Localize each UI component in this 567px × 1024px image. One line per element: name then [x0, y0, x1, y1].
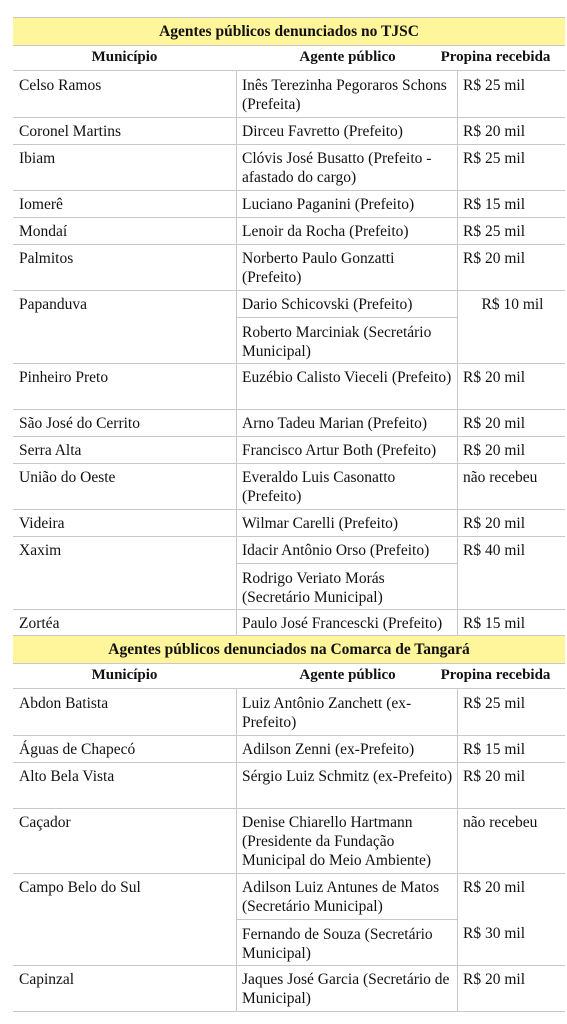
- propina-cell: R$ 15 mil: [463, 196, 526, 213]
- propina-cell: R$ 25 mil: [463, 150, 526, 167]
- section-title-band: [13, 635, 565, 664]
- propina-cell: R$ 25 mil: [463, 695, 526, 712]
- agente-cell: [236, 965, 458, 1011]
- agente-cell: [236, 217, 458, 244]
- table-header: [13, 45, 565, 71]
- agente-column: [236, 762, 458, 808]
- section-title: Agentes públicos denunciados no TJSC: [159, 23, 419, 40]
- table-row: [13, 217, 565, 245]
- propina-cell: R$ 25 mil: [463, 223, 526, 240]
- agente-column: [236, 808, 458, 873]
- propina-cell: R$ 20 mil: [463, 971, 526, 988]
- table-row: [13, 762, 565, 809]
- table-row: [13, 808, 565, 874]
- table-row: [13, 409, 565, 437]
- agente-text: Luiz Antônio Zanchett (ex-Prefeito): [242, 695, 412, 731]
- propina-cell: R$ 40 mil: [463, 542, 526, 559]
- agente-column: [236, 609, 458, 636]
- agente-cell: [236, 563, 458, 609]
- propina-cell: R$ 20 mil: [463, 442, 526, 459]
- table-header: [13, 663, 565, 689]
- agente-column: [236, 536, 458, 609]
- agente-cell: [236, 509, 458, 536]
- agente-column: [236, 436, 458, 463]
- table-row: [13, 117, 565, 145]
- agente-text: Adilson Luiz Antunes de Matos (Secretário Municipal): [242, 879, 440, 915]
- table-row: [13, 436, 565, 464]
- agente-column: [236, 363, 458, 409]
- agente-text: Dario Schicovski (Prefeito): [242, 296, 413, 313]
- propina-cell: R$ 20 mil: [463, 123, 526, 140]
- agente-column: [236, 409, 458, 436]
- table-row: [13, 463, 565, 510]
- municipio-cell: Xaxim: [19, 542, 62, 559]
- municipio-cell: União do Oeste: [19, 469, 116, 486]
- agente-cell: [236, 117, 458, 144]
- agente-text: Euzébio Calisto Vieceli (Prefeito): [242, 369, 452, 386]
- municipio-cell: Papanduva: [19, 296, 88, 313]
- municipio-cell: Palmitos: [19, 250, 74, 267]
- agente-cell: [236, 762, 458, 808]
- agente-column: [236, 190, 458, 217]
- agente-text: Fernando de Souza (Secretário Municipal): [242, 926, 433, 962]
- agente-cell: [236, 409, 458, 436]
- municipio-cell: Caçador: [19, 814, 71, 831]
- municipio-cell: Abdon Batista: [19, 695, 109, 712]
- agente-text: Adilson Zenni (ex-Prefeito): [242, 741, 415, 758]
- section-title: Agentes públicos denunciados na Comarca de Tangará: [108, 641, 470, 658]
- municipio-cell: Pinheiro Preto: [19, 369, 109, 386]
- agente-cell: [236, 436, 458, 463]
- agente-text: Clóvis José Busatto (Prefeito - afastado do cargo): [242, 150, 432, 186]
- agente-column: [236, 463, 458, 509]
- municipio-cell: Iomerê: [19, 196, 63, 213]
- municipio-cell: Ibiam: [19, 150, 56, 167]
- table-row: [13, 509, 565, 537]
- agente-cell: [236, 873, 458, 919]
- propina-cell: não recebeu: [463, 469, 538, 486]
- municipio-cell: Campo Belo do Sul: [19, 879, 141, 896]
- propina-cell: R$ 20 mil: [463, 768, 526, 785]
- agente-text: Sérgio Luiz Schmitz (ex-Prefeito): [242, 768, 453, 785]
- agente-cell: [236, 689, 458, 735]
- agente-column: [236, 217, 458, 244]
- agente-column: [236, 689, 458, 735]
- agente-cell: [236, 244, 458, 290]
- agente-text: Jaques José Garcia (Secretário de Municipal): [242, 971, 450, 1007]
- agente-column: [236, 244, 458, 290]
- municipio-cell: Alto Bela Vista: [19, 768, 115, 785]
- table-row: [13, 363, 565, 410]
- agente-text: Everaldo Luis Casonatto (Prefeito): [242, 469, 396, 505]
- header-propina: Propina recebida: [440, 667, 551, 683]
- municipio-cell: Mondaí: [19, 223, 68, 240]
- header-propina: Propina recebida: [440, 49, 551, 65]
- agente-column: [236, 117, 458, 144]
- propina-cell: R$ 15 mil: [463, 615, 526, 632]
- agente-cell: [236, 609, 458, 636]
- agente-column: [236, 509, 458, 536]
- agente-text: Dirceu Favretto (Prefeito): [242, 123, 403, 140]
- table-row: [13, 609, 565, 637]
- header-agente: Agente público: [299, 667, 396, 683]
- agente-column: [236, 735, 458, 762]
- table-row: [13, 536, 565, 610]
- header-municipio: Município: [91, 49, 158, 65]
- agente-cell: [236, 919, 458, 965]
- propina-cell: R$ 20 mil: [463, 415, 526, 432]
- municipio-cell: Videira: [19, 515, 65, 532]
- agente-text: Arno Tadeu Marian (Prefeito): [242, 415, 427, 432]
- table-row: [13, 244, 565, 291]
- agente-cell: [236, 317, 458, 363]
- agente-text: Denise Chiarello Hartmann (Presidente da Fundação Municipal do Meio Ambiente): [242, 814, 431, 869]
- municipio-cell: Capinzal: [19, 971, 75, 988]
- agente-text: Norberto Paulo Gonzatti (Prefeito): [242, 250, 395, 286]
- municipio-cell: Águas de Chapecó: [19, 741, 136, 758]
- table-row: [13, 71, 565, 118]
- agente-text: Idacir Antônio Orso (Prefeito): [242, 542, 430, 559]
- table-row: [13, 689, 565, 736]
- agente-text: Francisco Artur Both (Prefeito): [242, 442, 437, 459]
- table-row: [13, 735, 565, 763]
- propina-cell: R$ 15 mil: [463, 741, 526, 758]
- propina-cell: R$ 20 mil: [463, 515, 526, 532]
- agente-text: Rodrigo Veriato Morás (Secretário Municipal): [242, 570, 385, 606]
- agente-cell: [236, 363, 458, 409]
- agente-cell: [236, 536, 458, 563]
- municipio-cell: Celso Ramos: [19, 77, 102, 94]
- propina-cell: R$ 20 mil: [463, 879, 526, 896]
- header-agente: Agente público: [299, 49, 396, 65]
- agente-cell: [236, 190, 458, 217]
- header-municipio: Município: [91, 667, 158, 683]
- agente-cell: [236, 71, 458, 117]
- agente-column: [236, 290, 458, 363]
- table-row: [13, 290, 565, 364]
- agente-column: [236, 873, 458, 965]
- agente-text: Paulo José Francescki (Prefeito): [242, 615, 443, 632]
- agente-cell: [236, 808, 458, 873]
- agente-column: [236, 965, 458, 1011]
- agente-column: [236, 144, 458, 190]
- table-row: [13, 190, 565, 218]
- section-title-band: [13, 17, 565, 46]
- municipio-cell: Zortéa: [19, 615, 60, 632]
- agente-text: Inês Terezinha Pegoraros Schons (Prefeita): [242, 77, 447, 113]
- municipio-cell: Serra Alta: [19, 442, 82, 459]
- table-row: [13, 965, 565, 1012]
- agente-cell: [236, 735, 458, 762]
- agente-cell: [236, 463, 458, 509]
- agente-text: Roberto Marciniak (Secretário Municipal): [242, 324, 432, 360]
- table-row: [13, 873, 565, 966]
- municipio-cell: São José do Cerrito: [19, 415, 140, 432]
- propina-cell: não recebeu: [463, 814, 538, 831]
- agente-text: Luciano Paganini (Prefeito): [242, 196, 415, 213]
- table-row: [13, 144, 565, 191]
- agente-cell: [236, 144, 458, 190]
- agente-text: Wilmar Carelli (Prefeito): [242, 515, 399, 532]
- propina-cell: R$ 20 mil: [463, 369, 526, 386]
- propina-cell: R$ 30 mil: [463, 925, 526, 942]
- agente-text: Lenoir da Rocha (Prefeito): [242, 223, 409, 240]
- agente-column: [236, 71, 458, 117]
- propina-cell: R$ 25 mil: [463, 77, 526, 94]
- municipio-cell: Coronel Martins: [19, 123, 122, 140]
- propina-cell: R$ 10 mil: [481, 296, 544, 313]
- propina-cell: R$ 20 mil: [463, 250, 526, 267]
- agente-cell: [236, 290, 458, 317]
